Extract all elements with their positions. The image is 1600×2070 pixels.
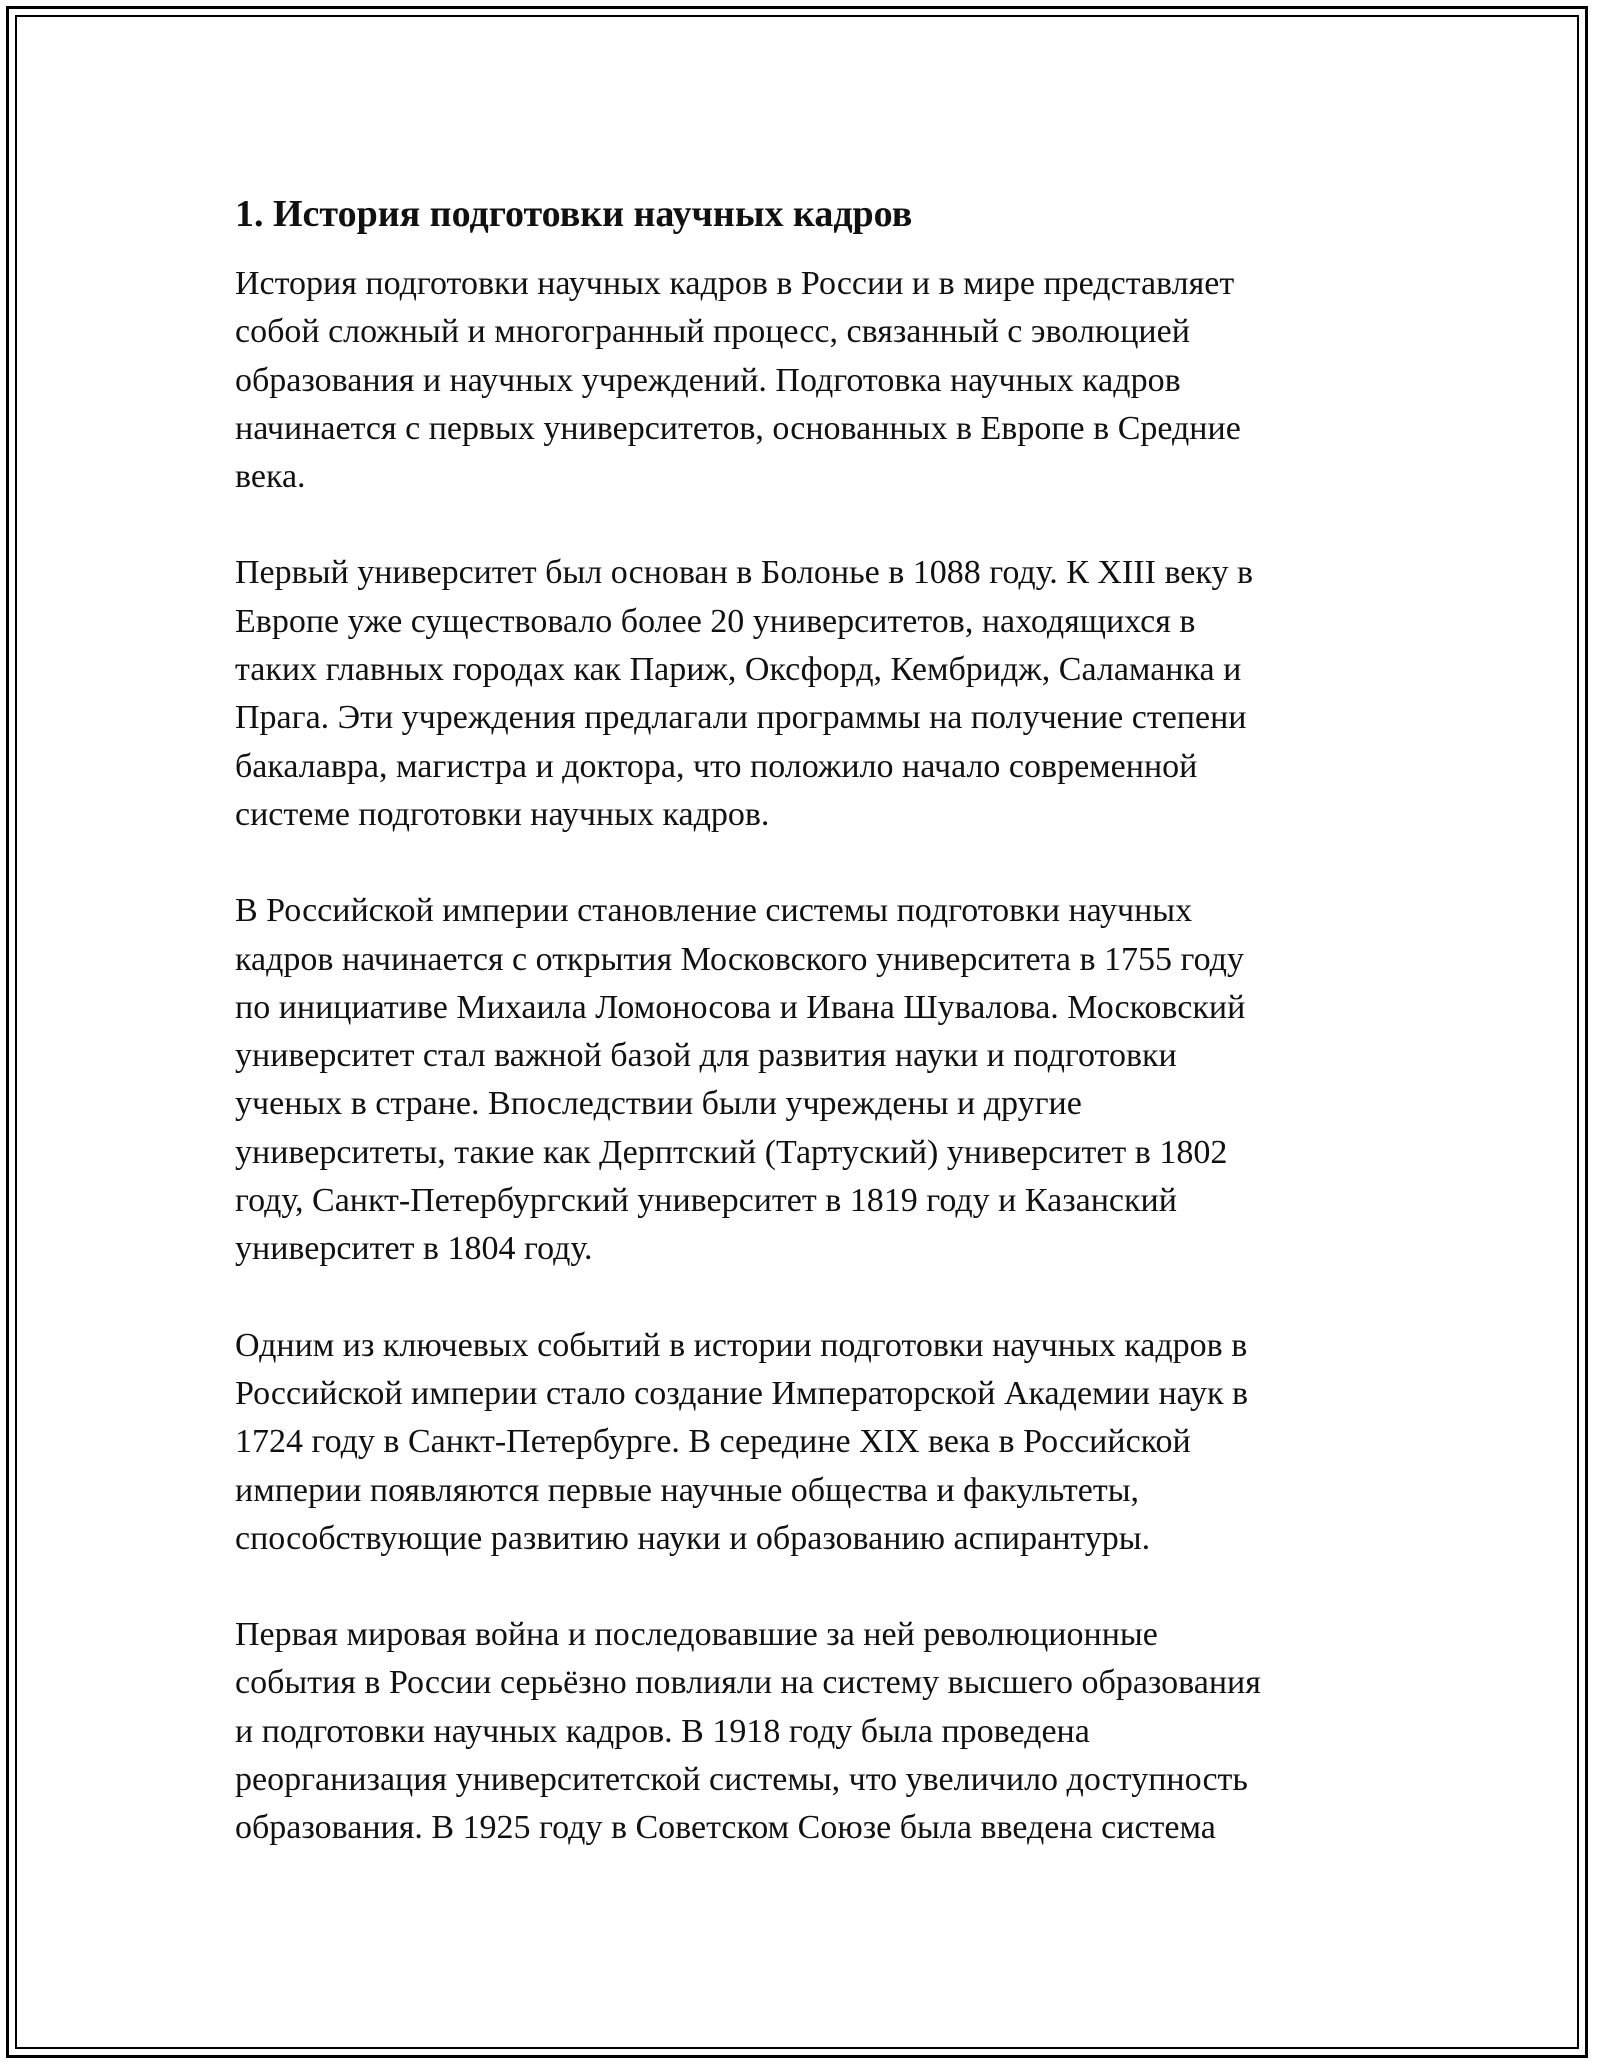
text-line: ученых в стране. Впоследствии были учреждены и другие [235, 1085, 1082, 1123]
text-line: году, Санкт-Петербургский университет в 1819 году и Казанский [235, 1182, 1177, 1220]
text-line: реорганизация университетской системы, что увеличило доступность [235, 1761, 1248, 1799]
text-line: Российской империи стало создание Императорской Академии наук в [235, 1374, 1249, 1412]
document-body [235, 188, 1355, 1901]
text-line: кадров начинается с открытия Московского университета в 1755 году [235, 940, 1244, 978]
text-line: таких главных городах как Париж, Оксфорд, Кембридж, Саламанка и [235, 651, 1242, 689]
paragraph [235, 1611, 1355, 1852]
text-line: образования и научных учреждений. Подготовка научных кадров [235, 361, 1181, 399]
section-heading: 1. История подготовки научных кадров [235, 193, 913, 235]
text-line: Первая мировая война и последовавшие за ней революционные [235, 1616, 1158, 1654]
text-line: по инициативе Михаила Ломоносова и Ивана Шувалова. Московский [235, 988, 1246, 1026]
paragraph [235, 549, 1355, 839]
paragraph [235, 887, 1355, 1273]
text-line: события в России серьёзно повлияли на систему высшего образования [235, 1664, 1261, 1702]
text-line: Первый университет был основан в Болонье в 1088 году. К XIII веку в [235, 554, 1253, 592]
text-line: собой сложный и многогранный процесс, связанный с эволюцией [235, 313, 1190, 351]
text-line: и подготовки научных кадров. В 1918 году была проведена [235, 1712, 1090, 1750]
text-line: способствующие развитию науки и образованию аспирантуры. [235, 1519, 1151, 1557]
text-line: Европе уже существовало более 20 университетов, находящихся в [235, 602, 1196, 640]
text-line: системе подготовки научных кадров. [235, 795, 770, 833]
text-line: История подготовки научных кадров в России и в мире представляет [235, 265, 1235, 302]
text-line: Прага. Эти учреждения предлагали программы на получение степени [235, 699, 1247, 737]
text-line: века. [235, 458, 306, 496]
paragraph [235, 1322, 1355, 1563]
text-line: В Российской империи становление системы подготовки научных [235, 892, 1193, 930]
text-line: 1724 году в Санкт-Петербурге. В середине XIX века в Российской [235, 1423, 1191, 1461]
text-line: бакалавра, магистра и доктора, что положило начало современной [235, 747, 1198, 785]
paragraph-list [235, 260, 1355, 1853]
text-line: университеты, такие как Дерптский (Тартуский) университет в 1802 [235, 1133, 1228, 1171]
text-line: университет в 1804 году. [235, 1230, 593, 1268]
text-line: образования. В 1925 году в Советском Союзе была введена система [235, 1809, 1216, 1847]
text-line: империи появляются первые научные общества и факультеты, [235, 1471, 1140, 1509]
paragraph [235, 260, 1355, 501]
text-line: Одним из ключевых событий в истории подготовки научных кадров в [235, 1326, 1248, 1364]
text-line: университет стал важной базой для развития науки и подготовки [235, 1037, 1177, 1075]
text-line: начинается с первых университетов, основанных в Европе в Средние [235, 409, 1241, 447]
